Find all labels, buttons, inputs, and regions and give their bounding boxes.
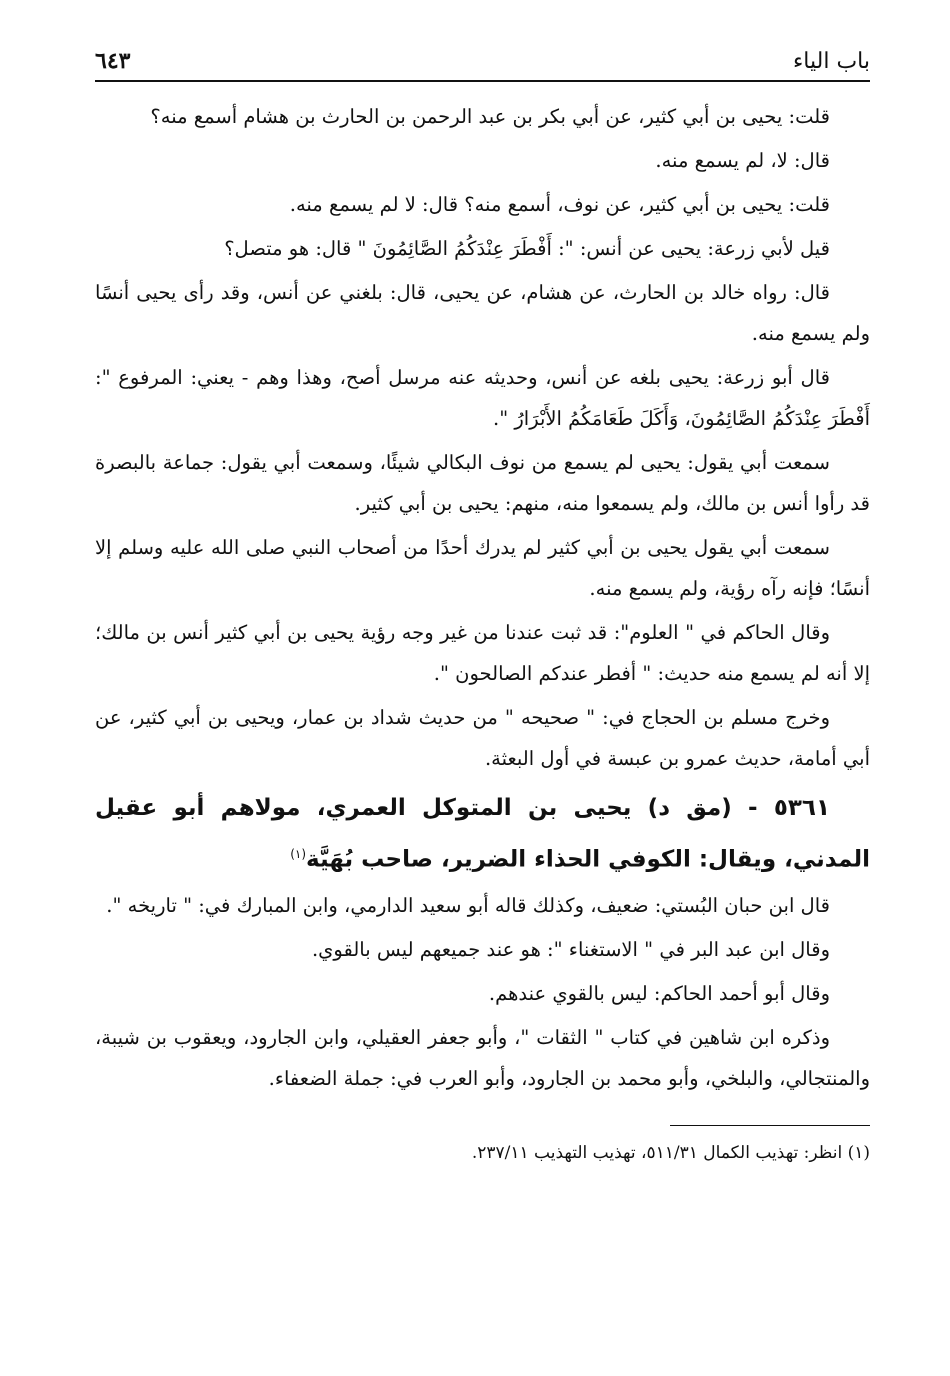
paragraph: قال: رواه خالد بن الحارث، عن هشام، عن يحيى، قال: بلغني عن أنس، وقد رأى يحيى أنسًا ولم يسمع منه. xyxy=(95,281,870,345)
paragraph: قلت: يحيى بن أبي كثير، عن أبي بكر بن عبد الرحمن بن الحارث بن هشام أسمع منه؟ xyxy=(150,105,830,128)
paragraph: وخرج مسلم بن الحجاج في: " صحيحه " من حديث شداد بن عمار، ويحيى بن أبي كثير، عن أبي أمامة، حديث عمرو بن عبسة في أول البعثة. xyxy=(95,706,870,770)
running-header xyxy=(95,40,870,82)
paragraph: قيل لأبي زرعة: يحيى عن أنس: ": أَفْطَرَ عِنْدَكُمُ الصَّائِمُونَ " قال: هو متصل؟ xyxy=(224,237,830,260)
paragraph: سمعت أبي يقول: يحيى لم يسمع من نوف البكالي شيئًا، وسمعت أبي يقول: جماعة بالبصرة قد رأوا أنس بن مالك، ولم يسمعوا منه، منهم: يحيى بن أبي كثير. xyxy=(95,451,870,515)
paragraph: سمعت أبي يقول يحيى بن أبي كثير لم يدرك أحدًا من أصحاب النبي صلى الله عليه وسلم إلا أنسًا؛ فإنه رآه رؤية، ولم يسمع منه. xyxy=(95,536,870,600)
paragraph: قال أبو زرعة: يحيى بلغه عن أنس، وحديثه عنه مرسل أصح، وهذا وهم - يعني: المرفوع ": أَفْطَرَ عِنْدَكُمُ الصَّائِمُونَ، وَأَكَلَ طَعَامَكُمُ الأَبْرَارُ ". xyxy=(95,366,870,430)
paragraph: قال ابن حبان البُستي: ضعيف، وكذلك قاله أبو سعيد الدارمي، وابن المبارك في: " تاريخه ". xyxy=(106,893,830,917)
footnote: (١) انظر: تهذيب الكمال ٥١١/٣١، تهذيب التهذيب ٢٣٧/١١. xyxy=(471,1142,870,1163)
entry-heading-text: ٥٣٦١ - (مق د) يحيى بن المتوكل العمري، مولاهم أبو عقيل المدني، ويقال: الكوفي الحذاء الضرير، صاحب بُهَيَّة xyxy=(95,795,870,873)
paragraph: قال: لا، لم يسمع منه. xyxy=(655,149,830,172)
chapter-title: باب الياء xyxy=(792,49,870,74)
book-page xyxy=(95,40,870,1168)
main-text xyxy=(95,96,870,1099)
paragraph: وقال ابن عبد البر في " الاستغناء ": هو عند جميعهم ليس بالقوي. xyxy=(311,937,830,961)
footnote-reference: (١) xyxy=(290,847,307,861)
entry-heading xyxy=(95,785,870,883)
paragraph: وقال الحاكم في " العلوم": قد ثبت عندنا من غير وجه رؤية يحيى بن أبي كثير أنس بن مالك؛ إلا أنه لم يسمع منه حديث: " أفطر عندكم الصالحون ". xyxy=(95,621,870,685)
paragraph: قلت: يحيى بن أبي كثير، عن نوف، أسمع منه؟ قال: لا لم يسمع منه. xyxy=(289,193,830,216)
page-number: ٦٤٣ xyxy=(95,48,131,74)
paragraph: وقال أبو أحمد الحاكم: ليس بالقوي عندهم. xyxy=(488,981,830,1005)
footnote-divider xyxy=(670,1125,870,1126)
paragraph: وذكره ابن شاهين في كتاب " الثقات "، وأبو جعفر العقيلي، وابن الجارود، ويعقوب بن شيبة، والمنتجالي، والبلخي، وأبو محمد بن الجارود، وأبو العرب في: جملة الضعفاء. xyxy=(95,1025,870,1090)
